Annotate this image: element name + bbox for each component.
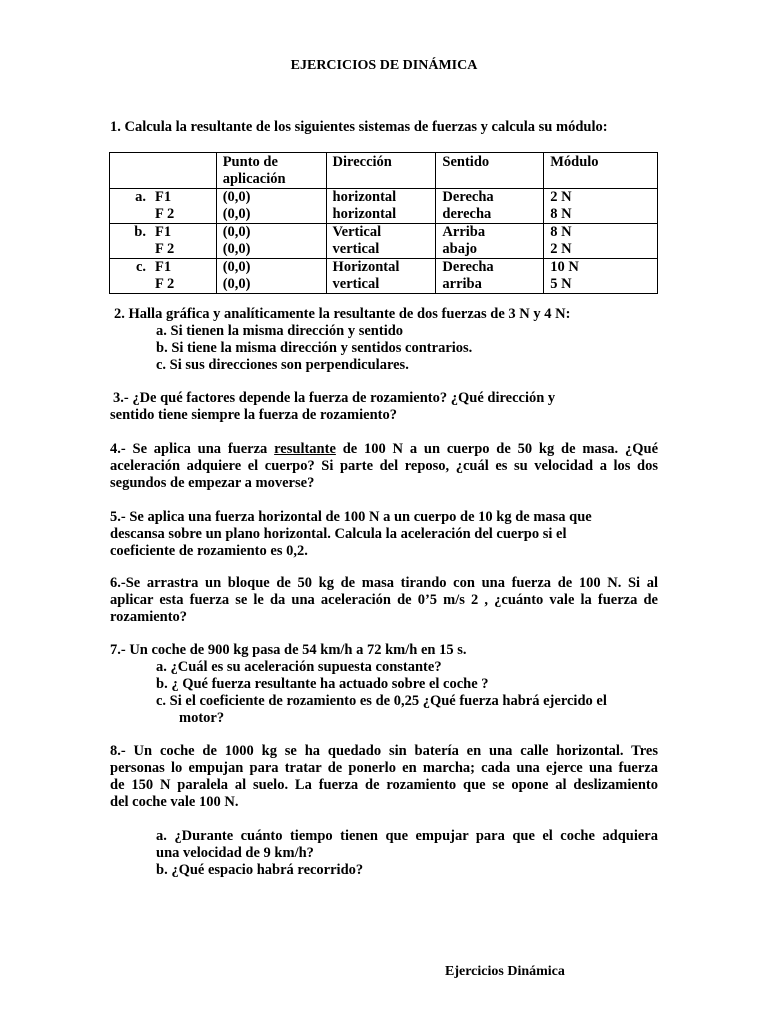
table-cell: (0,0) (0,0)	[216, 189, 326, 224]
table-cell: Arriba abajo	[436, 224, 544, 259]
table-cell: 10 N 5 N	[544, 259, 658, 294]
list-item: a. ¿Cuál es su aceleración supuesta constante?	[156, 659, 442, 675]
table-row	[110, 259, 658, 294]
table-cell	[110, 189, 217, 224]
table-cell: 2 N 8 N	[544, 189, 658, 224]
underlined-word: resultante	[274, 441, 336, 457]
table-row	[110, 189, 658, 224]
question-6-line: aplicar esta fuerza se le da una aceleración de 0’5 m/s 2 , ¿cuánto vale la fuerza de	[110, 592, 658, 608]
question-8-line: 8.- Un coche de 1000 kg se ha quedado sin batería en una calle horizontal. Tres	[110, 743, 658, 759]
table-cell: (0,0) (0,0)	[216, 259, 326, 294]
question-5-line: descansa sobre un plano horizontal. Calcula la aceleración del cuerpo si el	[110, 526, 567, 542]
table-row	[110, 224, 658, 259]
question-8-line: de 150 N paralela al suelo. La fuerza de rozamiento que se opone al deslizamiento	[110, 777, 658, 793]
list-item: c. Si el coeficiente de rozamiento es de 0,25 ¿Qué fuerza habrá ejercido el	[156, 693, 607, 709]
table-cell: (0,0) (0,0)	[216, 224, 326, 259]
force-name: F 2	[155, 206, 175, 222]
list-item: motor?	[179, 710, 225, 726]
question-7-text: 7.- Un coche de 900 kg pasa de 54 km/h a 72 km/h en 15 s.	[110, 642, 467, 658]
force-name: F1	[155, 224, 172, 240]
list-item: b. ¿ Qué fuerza resultante ha actuado sobre el coche ?	[156, 676, 489, 692]
question-4-line: aceleración adquiere el cuerpo? Si parte del reposo, ¿cuál es su velocidad a los dos	[110, 458, 658, 474]
table-cell: Derecha derecha	[436, 189, 544, 224]
system-label: c.	[135, 259, 146, 275]
question-1-text: 1. Calcula la resultante de los siguientes sistemas de fuerzas y calcula su módulo:	[110, 119, 608, 135]
force-name: F1	[155, 259, 172, 275]
forces-table	[109, 152, 658, 294]
question-6-line: rozamiento?	[110, 609, 188, 625]
question-3-line: sentido tiene siempre la fuerza de rozamiento?	[110, 407, 397, 423]
force-name: F 2	[155, 276, 175, 292]
table-cell: Derecha arriba	[436, 259, 544, 294]
table-cell: horizontal horizontal	[326, 189, 436, 224]
force-name: F1	[155, 189, 172, 205]
table-header	[110, 153, 217, 189]
force-name: F 2	[155, 241, 175, 257]
question-4-line: 4.- Se aplica una fuerza resultante de 100 N a un cuerpo de 50 kg de masa. ¿Qué	[110, 441, 659, 457]
table-cell: 8 N 2 N	[544, 224, 658, 259]
question-8-line: del coche vale 100 N.	[110, 794, 239, 810]
list-item: b. Si tiene la misma dirección y sentidos contrarios.	[156, 340, 473, 356]
table-cell: Horizontal vertical	[326, 259, 436, 294]
list-item: a. ¿Durante cuánto tiempo tienen que empujar para que el coche adquiera	[156, 828, 658, 844]
list-item: b. ¿Qué espacio habrá recorrido?	[156, 862, 364, 878]
table-header: Módulo	[544, 153, 658, 189]
system-label: a.	[135, 189, 146, 205]
table-header-row	[110, 153, 658, 189]
page-title: EJERCICIOS DE DINÁMICA	[290, 58, 478, 73]
system-label: b.	[134, 224, 146, 240]
table-cell	[110, 224, 217, 259]
list-item: a. Si tienen la misma dirección y sentido	[156, 323, 404, 339]
question-3-line: 3.- ¿De qué factores depende la fuerza de rozamiento? ¿Qué dirección y	[113, 390, 556, 406]
list-item: c. Si sus direcciones son perpendiculares.	[156, 357, 409, 373]
table-header: Dirección	[326, 153, 436, 189]
question-4-line: segundos de empezar a moverse?	[110, 475, 315, 491]
question-5-line: 5.- Se aplica una fuerza horizontal de 100 N a un cuerpo de 10 kg de masa que	[110, 509, 592, 525]
question-6-line: 6.-Se arrastra un bloque de 50 kg de masa tirando con una fuerza de 100 N. Si al	[110, 575, 658, 591]
question-2-text: 2. Halla gráfica y analíticamente la resultante de dos fuerzas de 3 N y 4 N:	[114, 306, 571, 322]
table-header: Punto de aplicación	[216, 153, 326, 189]
table-cell: Vertical vertical	[326, 224, 436, 259]
question-5-line: coeficiente de rozamiento es 0,2.	[110, 543, 308, 559]
table-header: Sentido	[436, 153, 544, 189]
question-8-line: personas lo empujan para tratar de ponerlo en marcha; cada una ejerce una fuerza	[110, 760, 658, 776]
page-footer: Ejercicios Dinámica	[445, 964, 565, 979]
list-item: una velocidad de 9 km/h?	[156, 845, 314, 861]
table-cell	[110, 259, 217, 294]
